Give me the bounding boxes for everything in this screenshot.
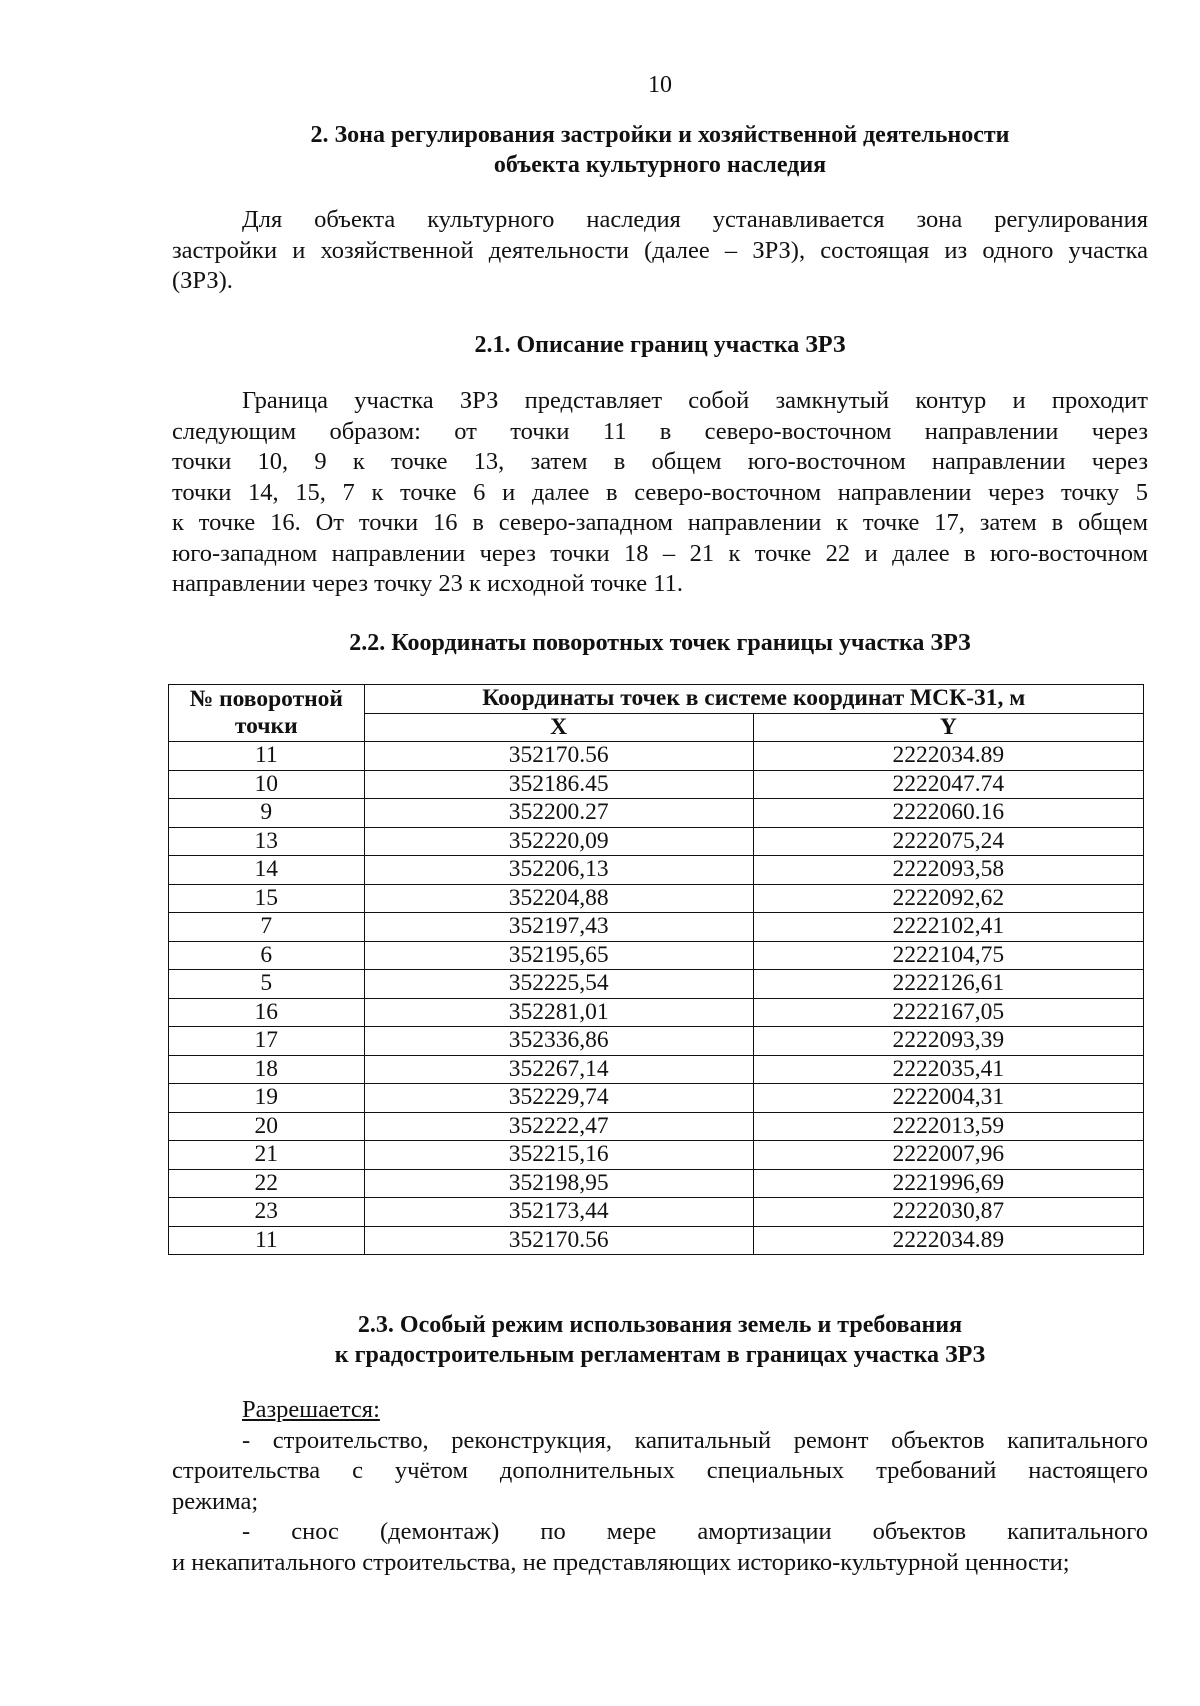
cell-y: 2222047.74 [753, 770, 1143, 799]
cell-point-number: 9 [169, 799, 365, 828]
cell-y: 2222034.89 [753, 1226, 1143, 1255]
cell-y: 2222030,87 [753, 1198, 1143, 1227]
header-point-line2: точки [234, 713, 298, 739]
cell-point-number: 22 [169, 1169, 365, 1198]
table-row [169, 1055, 1144, 1084]
paragraph-line: направлении через точку 23 к исходной точке 11. [172, 570, 683, 597]
table-row [169, 827, 1144, 856]
header-point-line1: № поворотной [189, 686, 343, 712]
header-x: X [364, 713, 753, 742]
cell-point-number: 21 [169, 1141, 365, 1170]
cell-y: 2222007,96 [753, 1141, 1143, 1170]
cell-x: 352220,09 [364, 827, 753, 856]
section-2-title-line1: 2. Зона регулирования застройки и хозяйственной деятельности [310, 122, 1010, 148]
table-row [169, 1141, 1144, 1170]
list-item-line: - строительство, реконструкция, капитальный ремонт объектов капитального [242, 1426, 1148, 1454]
cell-x: 352197,43 [364, 913, 753, 942]
table-row [169, 1112, 1144, 1141]
cell-y: 2221996,69 [753, 1169, 1143, 1198]
table-row [169, 970, 1144, 999]
cell-x: 352198,95 [364, 1169, 753, 1198]
table-row [169, 742, 1144, 771]
header-y: Y [753, 713, 1143, 742]
cell-y: 2222035,41 [753, 1055, 1143, 1084]
cell-y: 2222034.89 [753, 742, 1143, 771]
page-number: 10 [648, 72, 672, 98]
cell-point-number: 16 [169, 998, 365, 1027]
table-row [169, 1084, 1144, 1113]
cell-x: 352215,16 [364, 1141, 753, 1170]
list-item-line: и некапитального строительства, не представляющих историко-культурной ценности; [172, 1548, 1070, 1576]
cell-point-number: 14 [169, 856, 365, 885]
cell-y: 2222092,62 [753, 884, 1143, 913]
paragraph-line: юго-западном направлении через точки 18 – 21 к точке 22 и далее в юго-восточном [172, 539, 1148, 567]
table-row [169, 799, 1144, 828]
table-row [169, 770, 1144, 799]
section-2-3-title-line2: к градостроительным регламентам в границах участка ЗРЗ [334, 1342, 986, 1368]
cell-point-number: 11 [169, 1226, 365, 1255]
cell-y: 2222093,58 [753, 856, 1143, 885]
section-2-2-title [172, 628, 1148, 658]
cell-y: 2222075,24 [753, 827, 1143, 856]
cell-x: 352225,54 [364, 970, 753, 999]
cell-x: 352200.27 [364, 799, 753, 828]
table-row [169, 884, 1144, 913]
table-row [169, 1027, 1144, 1056]
cell-y: 2222104,75 [753, 941, 1143, 970]
table-row [169, 998, 1144, 1027]
paragraph-line: точки 10, 9 к точке 13, затем в общем юго-восточном направлении через [172, 448, 1148, 475]
section-2-1-paragraph [172, 386, 1148, 600]
cell-point-number: 17 [169, 1027, 365, 1056]
coordinates-table-body [169, 742, 1144, 1255]
list-item-line: - снос (демонтаж) по мере амортизации объектов капитального [242, 1518, 1148, 1545]
cell-point-number: 11 [169, 742, 365, 771]
cell-point-number: 20 [169, 1112, 365, 1141]
cell-x: 352267,14 [364, 1055, 753, 1084]
paragraph-line: застройки и хозяйственной деятельности (далее – ЗРЗ), состоящая из одного участка [172, 236, 1148, 264]
section-2-1-title [172, 330, 1148, 360]
cell-point-number: 18 [169, 1055, 365, 1084]
paragraph-line: Граница участка ЗРЗ представляет собой замкнутый контур и проходит [242, 387, 1148, 414]
header-coordinates: Координаты точек в системе координат МСК-31, м [364, 685, 1143, 714]
cell-x: 352222,47 [364, 1112, 753, 1141]
section-2-paragraph [172, 205, 1148, 297]
cell-point-number: 5 [169, 970, 365, 999]
cell-point-number: 19 [169, 1084, 365, 1113]
table-row [169, 1198, 1144, 1227]
cell-point-number: 7 [169, 913, 365, 942]
cell-y: 2222126,61 [753, 970, 1143, 999]
cell-point-number: 15 [169, 884, 365, 913]
paragraph-line: (ЗРЗ). [172, 267, 233, 294]
cell-x: 352186.45 [364, 770, 753, 799]
paragraph-line: точки 14, 15, 7 к точке 6 и далее в северо-восточном направлении через точку 5 [172, 478, 1148, 506]
section-2-3-title [172, 1310, 1148, 1370]
cell-x: 352204,88 [364, 884, 753, 913]
cell-x: 352281,01 [364, 998, 753, 1027]
allowed-label-line [172, 1395, 1148, 1426]
cell-point-number: 13 [169, 827, 365, 856]
section-2-3-title-line1: 2.3. Особый режим использования земель и требования [357, 1312, 963, 1338]
cell-x: 352170.56 [364, 742, 753, 771]
table-row [169, 1169, 1144, 1198]
cell-x: 352173,44 [364, 1198, 753, 1227]
list-item-line: режима; [172, 1487, 259, 1515]
section-2-2-title-text: 2.2. Координаты поворотных точек границы участка ЗРЗ [349, 630, 971, 656]
section-2-1-title-text: 2.1. Описание границ участка ЗРЗ [474, 332, 846, 358]
paragraph-line: следующим образом: от точки 11 в северо-восточном направлении через [172, 417, 1148, 445]
cell-x: 352170.56 [364, 1226, 753, 1255]
section-2-title-line2: объекта культурного наследия [493, 152, 827, 178]
cell-point-number: 6 [169, 941, 365, 970]
cell-point-number: 23 [169, 1198, 365, 1227]
cell-x: 352229,74 [364, 1084, 753, 1113]
table-row [169, 941, 1144, 970]
cell-x: 352206,13 [364, 856, 753, 885]
table-row [169, 1226, 1144, 1255]
section-2-title [172, 120, 1148, 180]
table-row [169, 856, 1144, 885]
allowed-label: Разрешается: [242, 1396, 380, 1423]
paragraph-line: к точке 16. От точки 16 в северо-западном направлении к точке 17, затем в общем [172, 509, 1148, 536]
cell-x: 352195,65 [364, 941, 753, 970]
cell-point-number: 10 [169, 770, 365, 799]
cell-y: 2222167,05 [753, 998, 1143, 1027]
cell-y: 2222060.16 [753, 799, 1143, 828]
cell-y: 2222102,41 [753, 913, 1143, 942]
cell-x: 352336,86 [364, 1027, 753, 1056]
table-row [169, 913, 1144, 942]
paragraph-line: Для объекта культурного наследия устанавливается зона регулирования [242, 206, 1148, 233]
list-item-line: строительства с учётом дополнительных специальных требований настоящего [172, 1457, 1148, 1484]
header-point-number [169, 685, 365, 742]
cell-y: 2222093,39 [753, 1027, 1143, 1056]
coordinates-table [168, 684, 1144, 1255]
cell-y: 2222013,59 [753, 1112, 1143, 1141]
cell-y: 2222004,31 [753, 1084, 1143, 1113]
section-2-3-body [172, 1395, 1148, 1578]
